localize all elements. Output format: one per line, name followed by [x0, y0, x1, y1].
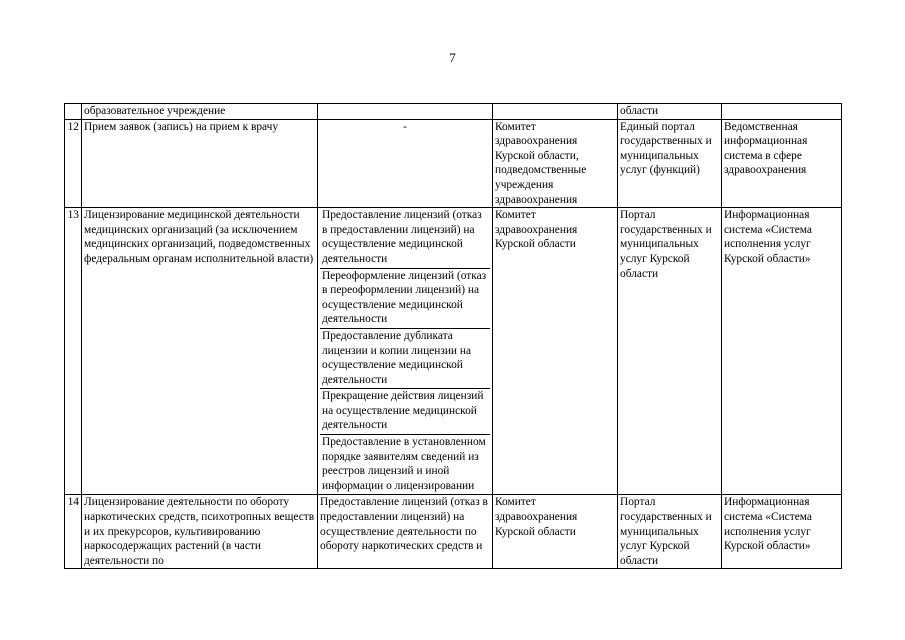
agency [493, 104, 618, 120]
service-name: Лицензирование медицинской деятельности медицинских организаций (за исключением медицинских организаций, подведомственных федеральным органам исполнительной власти) [82, 208, 318, 495]
row-number: 14 [65, 495, 82, 569]
information-system: Информационная система «Система исполнения услуг Курской области» [722, 495, 842, 569]
agency: Комитет здравоохранения Курской области [493, 495, 618, 569]
table-row [65, 208, 842, 495]
service-name: образовательное учреждение [82, 104, 318, 120]
table-row [65, 119, 842, 208]
sub-service-item: Прекращение действия лицензий на осуществление медицинской деятельности [320, 389, 490, 435]
information-system: Ведомственная информационная система в сфере здравоохранения [722, 119, 842, 208]
agency: Комитет здравоохранения Курской области [493, 208, 618, 495]
portal: Портал государственных и муниципальных услуг Курской области [618, 208, 722, 495]
sub-services [318, 208, 493, 495]
row-number: 13 [65, 208, 82, 495]
sub-service-item: Предоставление дубликата лицензии и копии лицензии на осуществление медицинской деятельности [320, 329, 490, 389]
row-number: 12 [65, 119, 82, 208]
sub-service-item: Предоставление в установленном порядке заявителям сведений из реестров лицензий и иной информации о лицензировании [322, 436, 486, 492]
sub-services: Предоставление лицензий (отказ в предоставлении лицензий) на осуществление деятельности по обороту наркотических средств и [318, 495, 493, 569]
sub-service-item: Предоставление лицензий (отказ в предоставлении лицензий) на осуществление медицинской деятельности [320, 208, 490, 268]
service-name: Прием заявок (запись) на прием к врачу [82, 119, 318, 208]
table-row [65, 104, 842, 120]
page-number: 7 [449, 50, 456, 65]
portal: области [618, 104, 722, 120]
sub-service-item: Переоформление лицензий (отказ в переоформлении лицензий) на осуществление медицинской деятельности [320, 269, 490, 329]
service-name: Лицензирование деятельности по обороту наркотических средств, психотропных веществ и их прекурсоров, культивированию наркосодержащих растений (в части деятельности по [82, 495, 318, 569]
information-system: Информационная система «Система исполнения услуг Курской области» [722, 208, 842, 495]
portal: Единый портал государственных и муниципальных услуг (функций) [618, 119, 722, 208]
row-number [65, 104, 82, 120]
portal: Портал государственных и муниципальных услуг Курской области [618, 495, 722, 569]
agency: Комитет здравоохранения Курской области, подведомственные учреждения здравоохранения [493, 119, 618, 208]
table-row [65, 495, 842, 569]
services-table [64, 103, 842, 569]
sub-services: - [318, 119, 493, 208]
sub-services [318, 104, 493, 120]
information-system [722, 104, 842, 120]
